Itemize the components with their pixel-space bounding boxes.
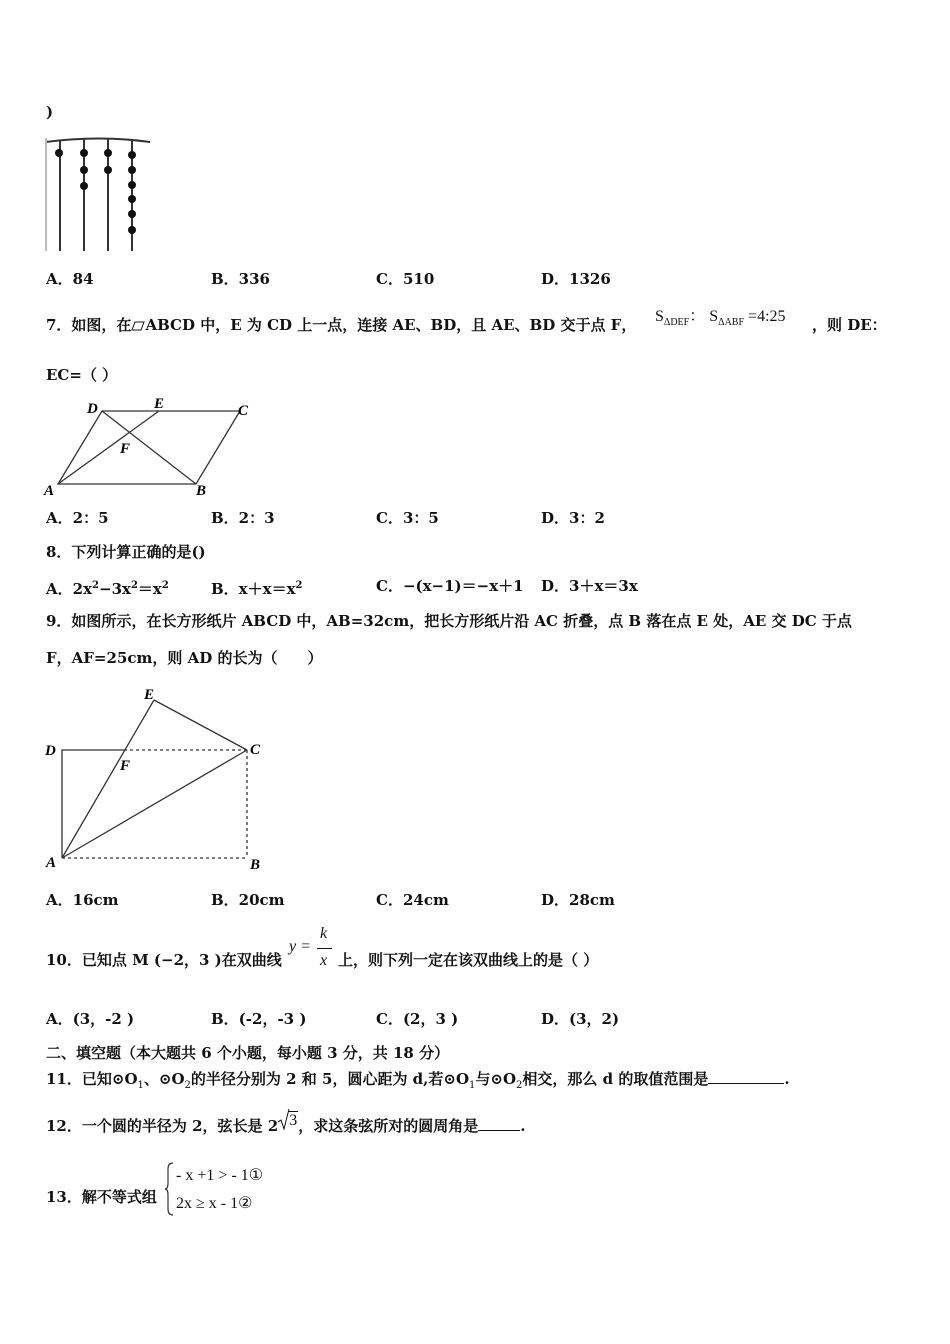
q7-stem: 7．如图，在 ABCD 中，E 为 CD 上一点，连接 AE、BD，且 AE、BD 交于点 F， — [46, 316, 637, 334]
q7-option-c: C．3：5 — [376, 509, 439, 527]
q11-stem: 11．已知$⊙O_1$、$⊙O_2$的半径分别为 2 和 5，圆心距为 d,若$⊙O_1$与$⊙O_2$相交，那么 d 的取值范围是 . — [46, 1070, 790, 1091]
label-C: C — [250, 742, 261, 758]
q9-option-d: D．28cm — [541, 891, 615, 909]
q7-stem-line2: EC=（ ） — [46, 366, 118, 384]
q7-option-d: D．3：2 — [541, 509, 605, 527]
q9-option-b: B．20cm — [211, 891, 285, 909]
q6-option-d: D．1326 — [541, 270, 611, 288]
q13-stem: 13．解不等式组 — [46, 1188, 157, 1206]
label-D: D — [45, 743, 56, 759]
label-D: D — [87, 401, 98, 417]
q10-option-a: A．(3，-2 ) — [46, 1010, 135, 1028]
label-A: A — [46, 855, 57, 871]
q8-stem: 8．下列计算正确的是() — [46, 543, 206, 561]
label-C: C — [238, 403, 249, 419]
parallelogram-icon — [131, 321, 145, 331]
q13-inequality-2: 2x ≥ x - 1② — [176, 1195, 253, 1212]
q10-option-b: B．(-2，-3 ) — [211, 1010, 307, 1028]
answer-blank[interactable] — [708, 1069, 784, 1084]
q9-rectangle-figure — [40, 683, 270, 873]
continuation-paren: ) — [46, 103, 54, 121]
label-F: F — [120, 441, 131, 457]
label-B: B — [250, 857, 261, 873]
sqrt-symbol: 3 — [278, 1112, 298, 1130]
q7-parallelogram-figure — [40, 395, 260, 500]
q10-stem-a: 10．已知点 M (−2，3 )在双曲线 — [46, 951, 282, 969]
q8-option-a: A．$2x^2-3x^2=x^2$ — [46, 580, 169, 598]
label-E: E — [154, 396, 165, 412]
label-A: A — [44, 483, 55, 499]
answer-blank[interactable] — [478, 1116, 520, 1131]
label-B: B — [196, 483, 207, 499]
q10-hyperbola-formula: y = k x — [289, 925, 337, 971]
q8-option-d: D．3＋x＝3x — [541, 577, 638, 595]
q6-option-a: A．84 — [46, 270, 94, 288]
q6-option-c: C．510 — [376, 270, 435, 288]
q9-option-c: C．24cm — [376, 891, 449, 909]
q13-inequality-1: - x +1 > - 1① — [176, 1167, 264, 1184]
label-F: F — [120, 758, 131, 774]
q10-option-d: D．(3，2) — [541, 1010, 620, 1028]
q6-option-b: B．336 — [211, 270, 270, 288]
q9-stem-line2: F，AF=25cm，则 AD 的长为（ ） — [46, 649, 323, 667]
label-E: E — [144, 687, 155, 703]
q7-option-a: A．2：5 — [46, 509, 109, 527]
q9-option-a: A．16cm — [46, 891, 119, 909]
q8-option-c: C．−(x−1)＝−x＋1 — [376, 577, 524, 595]
q10-option-c: C．(2，3 ) — [376, 1010, 459, 1028]
q7-option-b: B．2：3 — [211, 509, 275, 527]
q7-stem-end: ，则 DE： — [812, 316, 887, 334]
q9-stem-line1: 9．如图所示，在长方形纸片 ABCD 中，AB=32cm，把长方形纸片沿 AC 折叠，点 B 落在点 E 处，AE 交 DC 于点 — [46, 612, 852, 630]
section-title: 二、填空题（本大题共 6 个小题，每小题 3 分，共 18 分） — [46, 1044, 450, 1062]
abacus-figure — [44, 133, 154, 253]
brace-icon — [164, 1161, 174, 1217]
q8-option-b: B．$x+x=x^2$ — [211, 580, 303, 598]
q7-area-ratio: $S_{\Delta DEF}$： $S_{\Delta ABF}$ =4:25 — [655, 308, 786, 329]
q10-stem-b: 上，则下列一定在该双曲线上的是（ ） — [338, 951, 599, 969]
q12-stem: 12．一个圆的半径为 2，弦长是 2 3，求这条弦所对的圆周角是 . — [46, 1116, 525, 1136]
